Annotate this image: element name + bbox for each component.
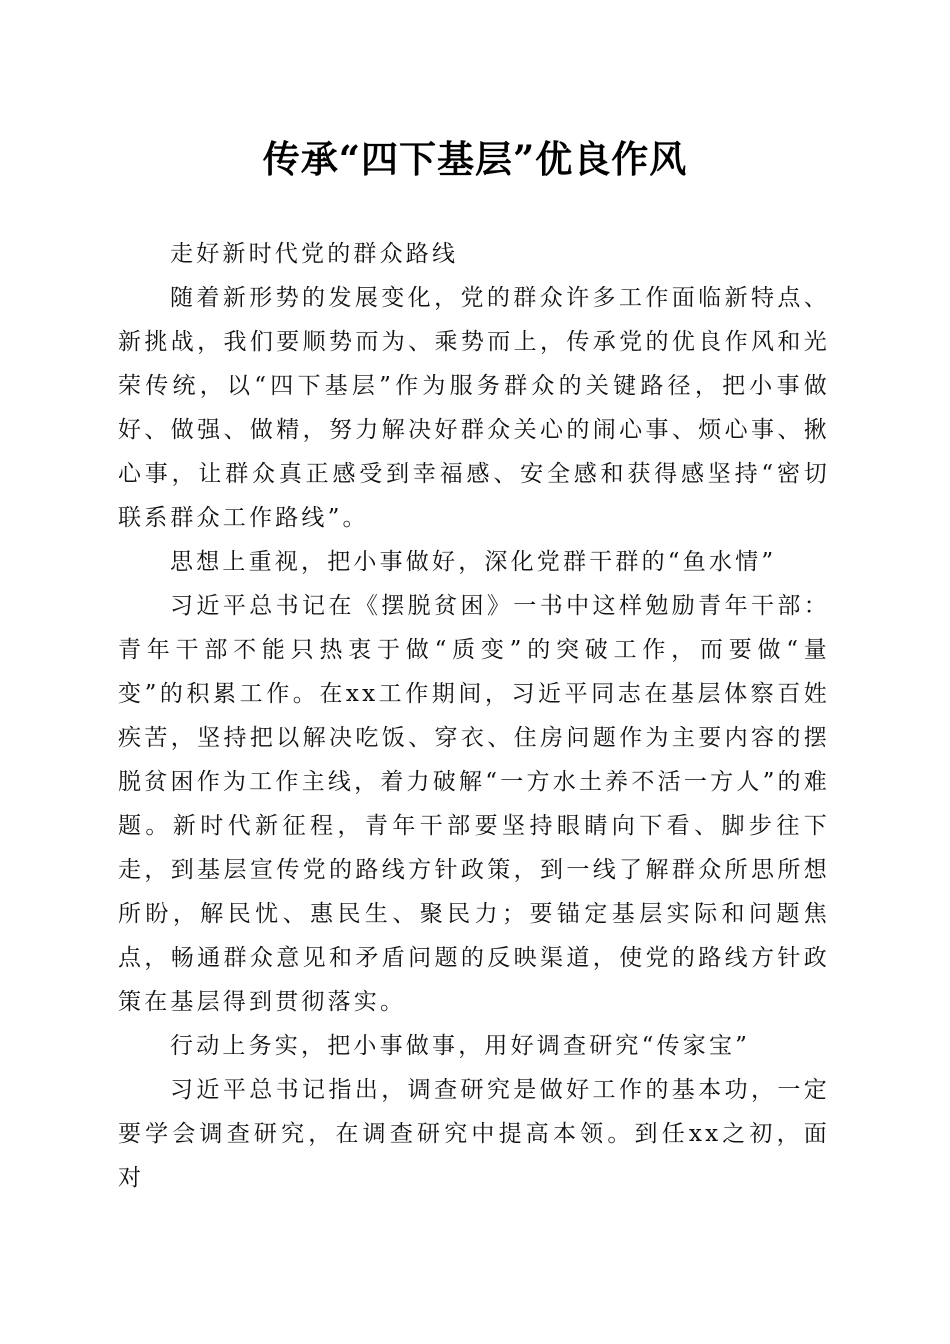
paragraph-ideology: 习近平总书记在《摆脱贫困》一书中这样勉励青年干部：青年干部不能只热衷于做“质变”的突破工作，而要做“量变”的积累工作。在xx工作期间，习近平同志在基层体察百姓疾苦，坚持把以解决吃饭、穿衣、住房问题作为主要内容的摆脱贫困作为工作主线，着力破解“一方水土养不活一方人”的难题。新时代新征程，青年干部要坚持眼睛向下看、脚步往下走，到基层宣传党的路线方针政策，到一线了解群众所思所想所盼，解民忧、惠民生、聚民力；要锚定基层实际和问题焦点，畅通群众意见和矛盾问题的反映渠道，使党的路线方针政策在基层得到贯彻落实。 — [118, 593, 830, 1015]
paragraph-intro: 随着新形势的发展变化，党的群众许多工作面临新特点、新挑战，我们要顺势而为、乘势而上，传承党的优良作风和光荣传统，以“四下基层”作为服务群众的关键路径，把小事做好、做强、做精，努力解决好群众关心的闹心事、烦心事、揪心事，让群众真正感受到幸福感、安全感和获得感坚持“密切联系群众工作路线”。 — [118, 285, 830, 531]
section-heading-action: 行动上务实，把小事做事，用好调查研究“传家宝” — [170, 1033, 751, 1059]
paragraph-action: 习近平总书记指出，调查研究是做好工作的基本功，一定要学会调查研究，在调查研究中提高本领。到任xx之初，面对 — [118, 1077, 830, 1191]
section-heading-ideology: 思想上重视，把小事做好，深化党群干群的“鱼水情” — [170, 549, 777, 575]
section-heading-mass-line: 走好新时代党的群众路线 — [170, 241, 459, 267]
document-body — [118, 232, 830, 1200]
document-title: 传承“四下基层”优良作风 — [262, 137, 688, 181]
